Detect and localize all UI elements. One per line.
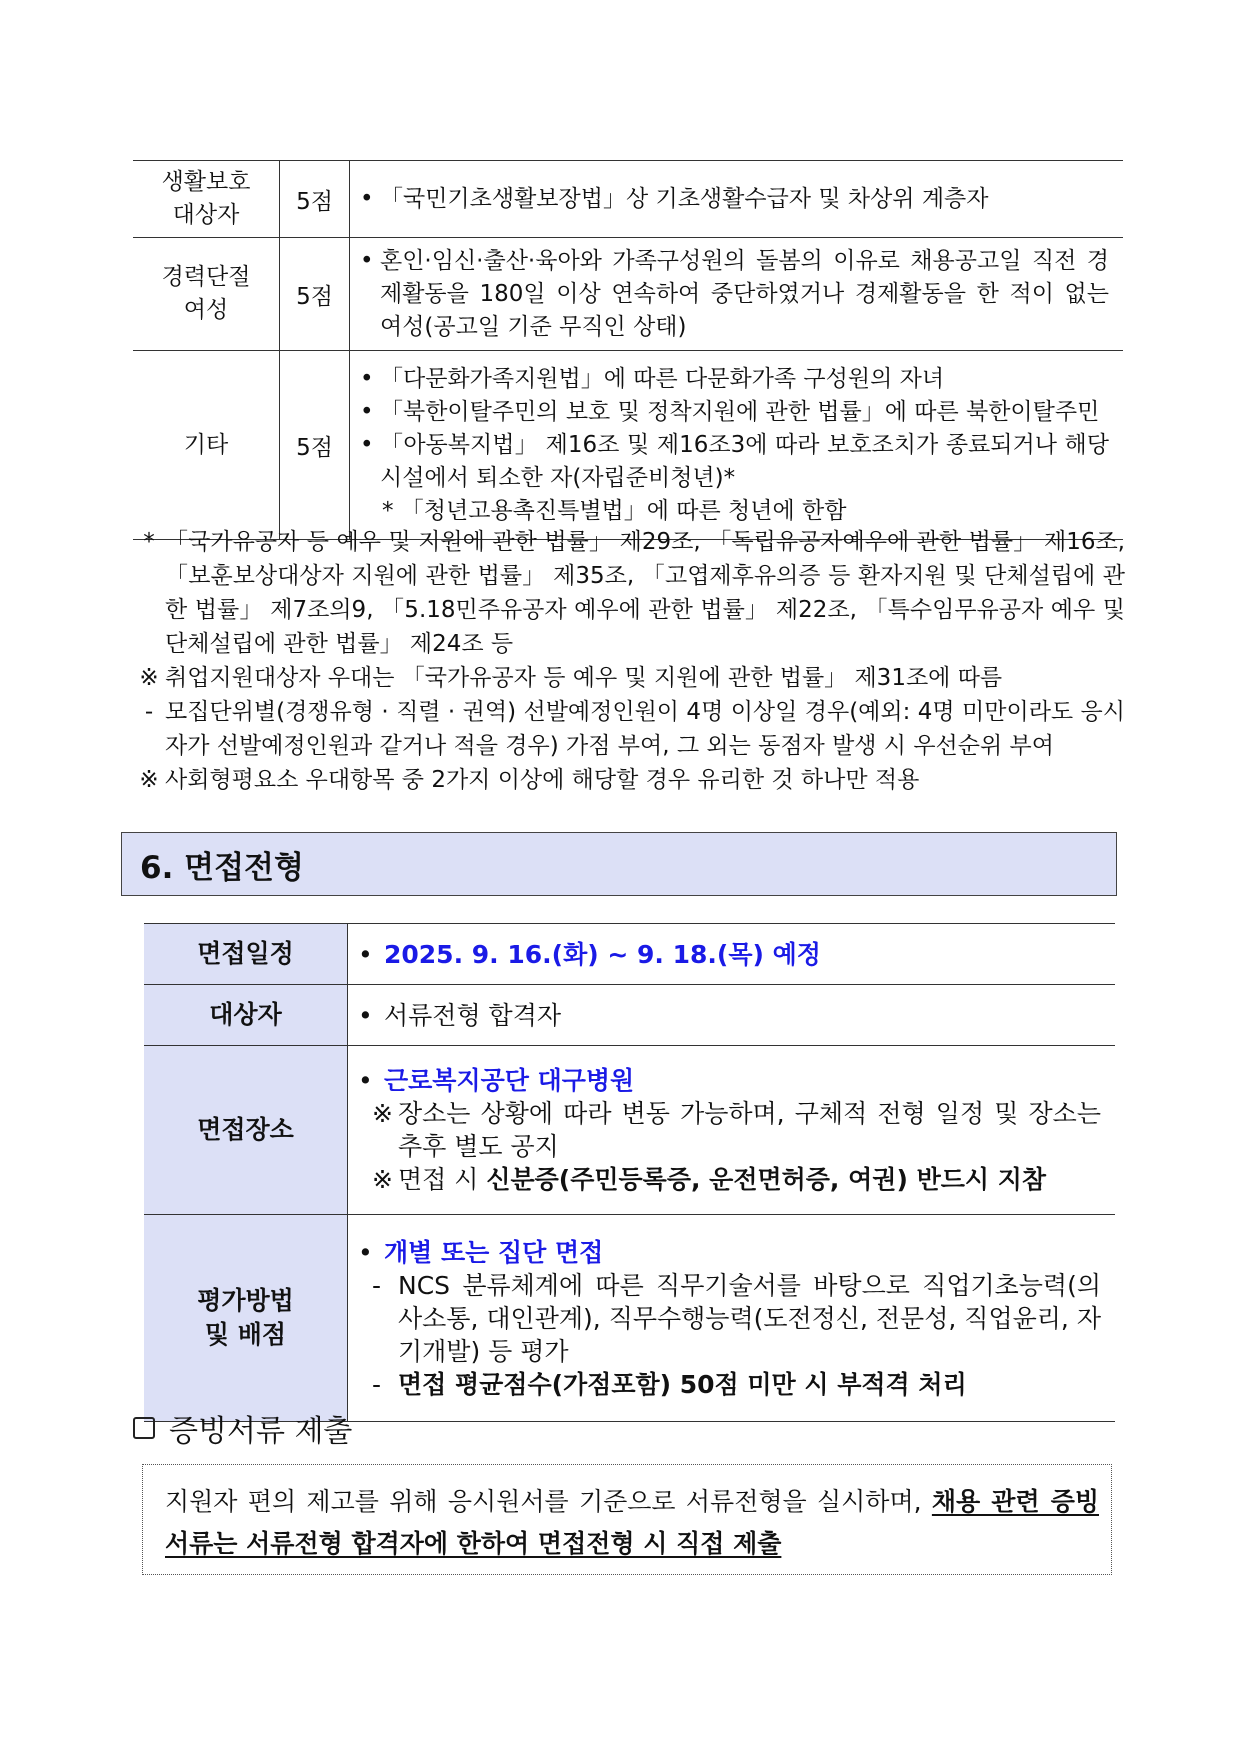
target-cell: • 서류전형 합격자: [348, 985, 1116, 1046]
dash-note: - 모집단위별(경쟁유형 · 직렬 · 권역) 선발예정인원이 4명 이상일 경우(예외: 4명 미만이라도 응시자가 선발예정인원과 같거나 적을 경우) 가점 부여, 그 외는 동점자 발생 시 우선순위 부여: [144, 699, 1125, 759]
preference-score-table: [133, 160, 1123, 540]
bullet-item: • 혼인·임신·출산·육아와 가족구성원의 돌봄의 이유로 채용공고일 직전 경제활동을 180일 이상 연속하여 중단하였거나 경제활동을 한 적이 없는 여성(공고일 기준 무직인 상태): [360, 247, 1109, 340]
interview-table: [144, 923, 1115, 1422]
points-cell: 5점: [280, 238, 350, 351]
table-row: [133, 161, 1123, 238]
reference-note: ※ 취업지원대상자 우대는 「국가유공자 등 예우 및 지원에 관한 법률」 제31조에 따름: [139, 665, 1003, 691]
row-header: 대상자: [144, 985, 348, 1046]
notes-block: [133, 525, 1125, 797]
bullet-item: • 「아동복지법」 제16조 및 제16조3에 따라 보호조치가 종료되거나 해당 시설에서 퇴소한 자(자립준비청년)*: [360, 431, 1109, 491]
interview-schedule: 2025. 9. 16.(화) ~ 9. 18.(목) 예정: [384, 939, 821, 969]
table-row: [144, 1215, 1115, 1422]
schedule-cell: • 2025. 9. 16.(화) ~ 9. 18.(목) 예정: [348, 924, 1116, 985]
bullet-item: • 「국민기초생활보장법」상 기초생활수급자 및 차상위 계층자: [360, 185, 989, 212]
row-header: 면접장소: [144, 1046, 348, 1215]
method-cell: • 개별 또는 집단 면접 - NCS 분류체계에 따른 직무기술서를 바탕으로 직업기초능력(의사소통, 대인관계), 직무수행능력(도전정신, 전문성, 직업윤리, 자기개발) 등 평가 - 면접 평균점수(가점포함) 50점 미만 시 부적격 처리: [348, 1215, 1116, 1422]
section-heading: 6. 면접전형: [121, 832, 1117, 896]
bullet-item: • 「북한이탈주민의 보호 및 정착지원에 관한 법률」에 따른 북한이탈주민: [360, 398, 1100, 425]
table-row: [144, 924, 1115, 985]
description-cell: [350, 238, 1124, 351]
description-cell: [350, 351, 1124, 540]
sub-note: * 「청년고용촉진특별법」에 따른 청년에 한함: [382, 497, 847, 524]
category-cell: 경력단절 여성: [133, 238, 280, 351]
table-row: [133, 351, 1123, 540]
description-cell: [350, 161, 1124, 238]
footnote: * 「국가유공자 등 예우 및 지원에 관한 법률」 제29조, 「독립유공자예우에 관한 법률」 제16조, 「보훈보상대상자 지원에 관한 법률」 제35조, 「고엽제후유의증 등 환자지원 및 단체설립에 관한 법률」 제7조의9, 「5.18민주유공자 예우에 관한 법률」 제22조, 「특수임무유공자 예우 및 단체설립에 관한 법률」 제24조 등: [143, 529, 1125, 657]
table-row: [144, 985, 1115, 1046]
square-bullet-icon: [133, 1417, 155, 1439]
bullet-item: • 「다문화가족지원법」에 따른 다문화가족 구성원의 자녀: [360, 365, 945, 392]
evidence-notice-box: 지원자 편의 제고를 위해 응시원서를 기준으로 서류전형을 실시하며, 채용 관련 증빙서류는 서류전형 합격자에 한하여 면접전형 시 직접 제출: [142, 1464, 1112, 1575]
category-cell: 생활보호 대상자: [133, 161, 280, 238]
row-header: 평가방법 및 배점: [144, 1215, 348, 1422]
table-row: [133, 238, 1123, 351]
points-cell: 5점: [280, 161, 350, 238]
category-cell: 기타: [133, 351, 280, 540]
evidence-heading: 증빙서류 제출: [133, 1406, 352, 1450]
row-header: 면접일정: [144, 924, 348, 985]
points-cell: 5점: [280, 351, 350, 540]
place-cell: • 근로복지공단 대구병원 ※ 장소는 상황에 따라 변동 가능하며, 구체적 전형 일정 및 장소는 추후 별도 공지 ※ 면접 시 신분증(주민등록증, 운전면허증, 여권) 반드시 지참: [348, 1046, 1116, 1215]
reference-note: ※ 사회형평요소 우대항목 중 2가지 이상에 해당할 경우 유리한 것 하나만 적용: [139, 767, 920, 793]
table-row: [144, 1046, 1115, 1215]
interview-place: 근로복지공단 대구병원: [384, 1066, 635, 1095]
